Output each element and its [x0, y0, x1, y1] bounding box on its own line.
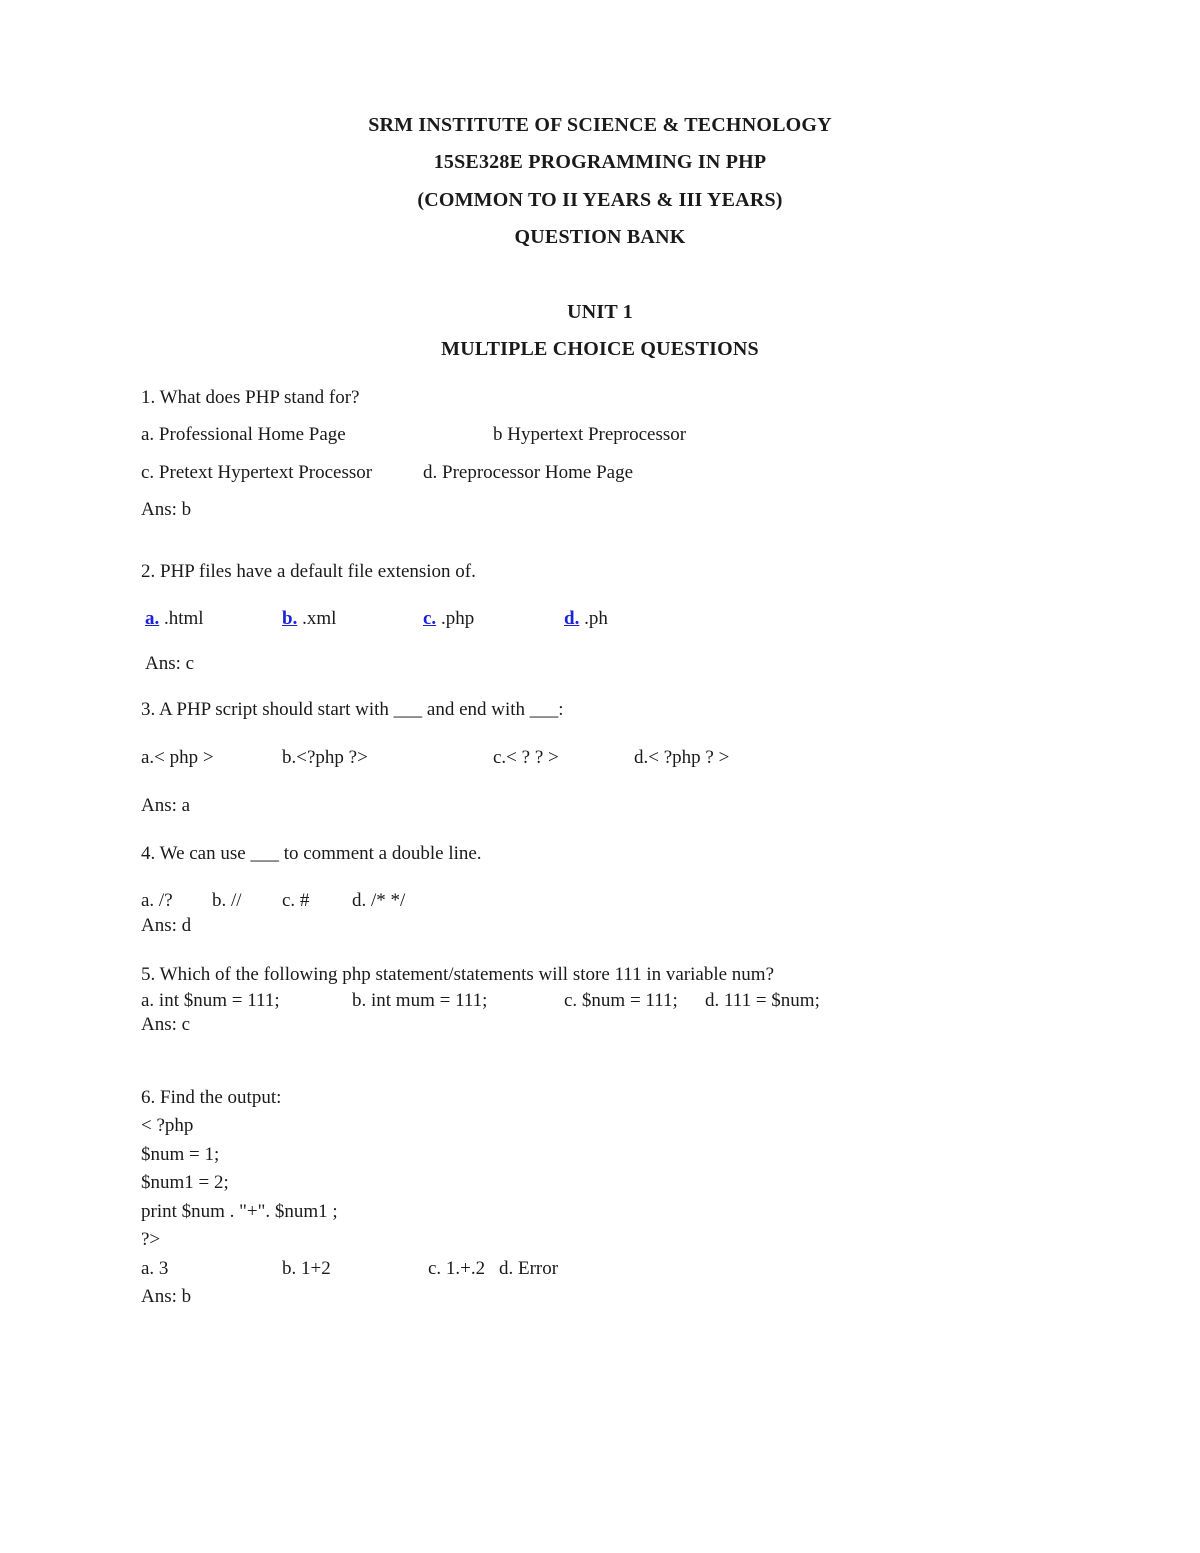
q1-option-a: a. Professional Home Page [141, 424, 346, 445]
q2-option-c-text: .php [436, 608, 475, 629]
q2-option-b-letter[interactable]: b. [282, 608, 298, 629]
q4-answer: Ans: d [141, 915, 192, 936]
q2-option-b-text: .xml [297, 608, 337, 629]
q6-option-b: b. 1+2 [282, 1258, 331, 1279]
q4-option-a: a. /? [141, 890, 173, 911]
q6-option-c: c. 1.+.2 [428, 1258, 486, 1279]
q1-option-c: c. Pretext Hypertext Processor [141, 462, 373, 483]
q6-code-line-1: < ?php [141, 1115, 194, 1136]
q3-answer: Ans: a [141, 795, 191, 816]
q4-option-c: c. # [282, 890, 310, 911]
q2-option-c-letter[interactable]: c. [423, 608, 437, 629]
q4-option-b: b. // [212, 890, 242, 911]
q4-option-d: d. /* */ [352, 890, 406, 911]
q2-option-a[interactable] [145, 609, 204, 628]
q2-option-d-letter[interactable]: d. [564, 608, 580, 629]
q2-question: 2. PHP files have a default file extension of. [141, 561, 476, 582]
q6-code-line-3: $num1 = 2; [141, 1172, 229, 1193]
q2-option-b[interactable] [282, 609, 336, 628]
q3-option-a: a.< php > [141, 747, 214, 768]
q2-option-d[interactable] [564, 609, 608, 628]
q5-option-b: b. int mum = 111; [352, 990, 488, 1011]
q6-code-line-2: $num = 1; [141, 1144, 220, 1165]
q1-option-d: d. Preprocessor Home Page [423, 462, 634, 483]
q2-option-a-text: .html [159, 608, 204, 629]
q5-answer: Ans: c [141, 1014, 191, 1035]
q1-question: 1. What does PHP stand for? [141, 387, 360, 408]
q6-answer: Ans: b [141, 1286, 192, 1307]
q3-option-b: b.<?php ?> [282, 747, 368, 768]
q1-option-b: b Hypertext Preprocessor [493, 424, 687, 445]
q6-code-line-5: ?> [141, 1229, 161, 1250]
q5-option-d: d. 111 = $num; [705, 990, 820, 1011]
q1-answer: Ans: b [141, 499, 192, 520]
q6-option-a: a. 3 [141, 1258, 169, 1279]
q2-option-a-letter[interactable]: a. [145, 608, 160, 629]
unit-title: UNIT 1 [567, 301, 633, 323]
q4-question: 4. We can use ___ to comment a double line. [141, 843, 482, 864]
q5-option-a: a. int $num = 111; [141, 990, 280, 1011]
q6-question: 6. Find the output: [141, 1087, 282, 1108]
q5-question: 5. Which of the following php statement/statements will store 111 in variable num? [141, 964, 775, 985]
q3-option-c: c.< ? ? > [493, 747, 559, 768]
q2-option-d-text: .ph [579, 608, 608, 629]
document-type: QUESTION BANK [514, 226, 686, 248]
course-title: 15SE328E PROGRAMMING IN PHP [433, 151, 767, 173]
institute-title: SRM INSTITUTE OF SCIENCE & TECHNOLOGY [368, 114, 832, 136]
q6-option-d: d. Error [499, 1258, 559, 1279]
q3-option-d: d.< ?php ? > [634, 747, 730, 768]
q6-code-line-4: print $num . "+". $num1 ; [141, 1201, 338, 1222]
q2-option-c[interactable] [423, 609, 474, 628]
section-title: MULTIPLE CHOICE QUESTIONS [441, 338, 759, 360]
q3-question: 3. A PHP script should start with ___ and end with ___: [141, 699, 564, 720]
q5-option-c: c. $num = 111; [564, 990, 678, 1011]
course-scope: (COMMON TO II YEARS & III YEARS) [417, 189, 783, 211]
q2-answer: Ans: c [145, 653, 195, 674]
